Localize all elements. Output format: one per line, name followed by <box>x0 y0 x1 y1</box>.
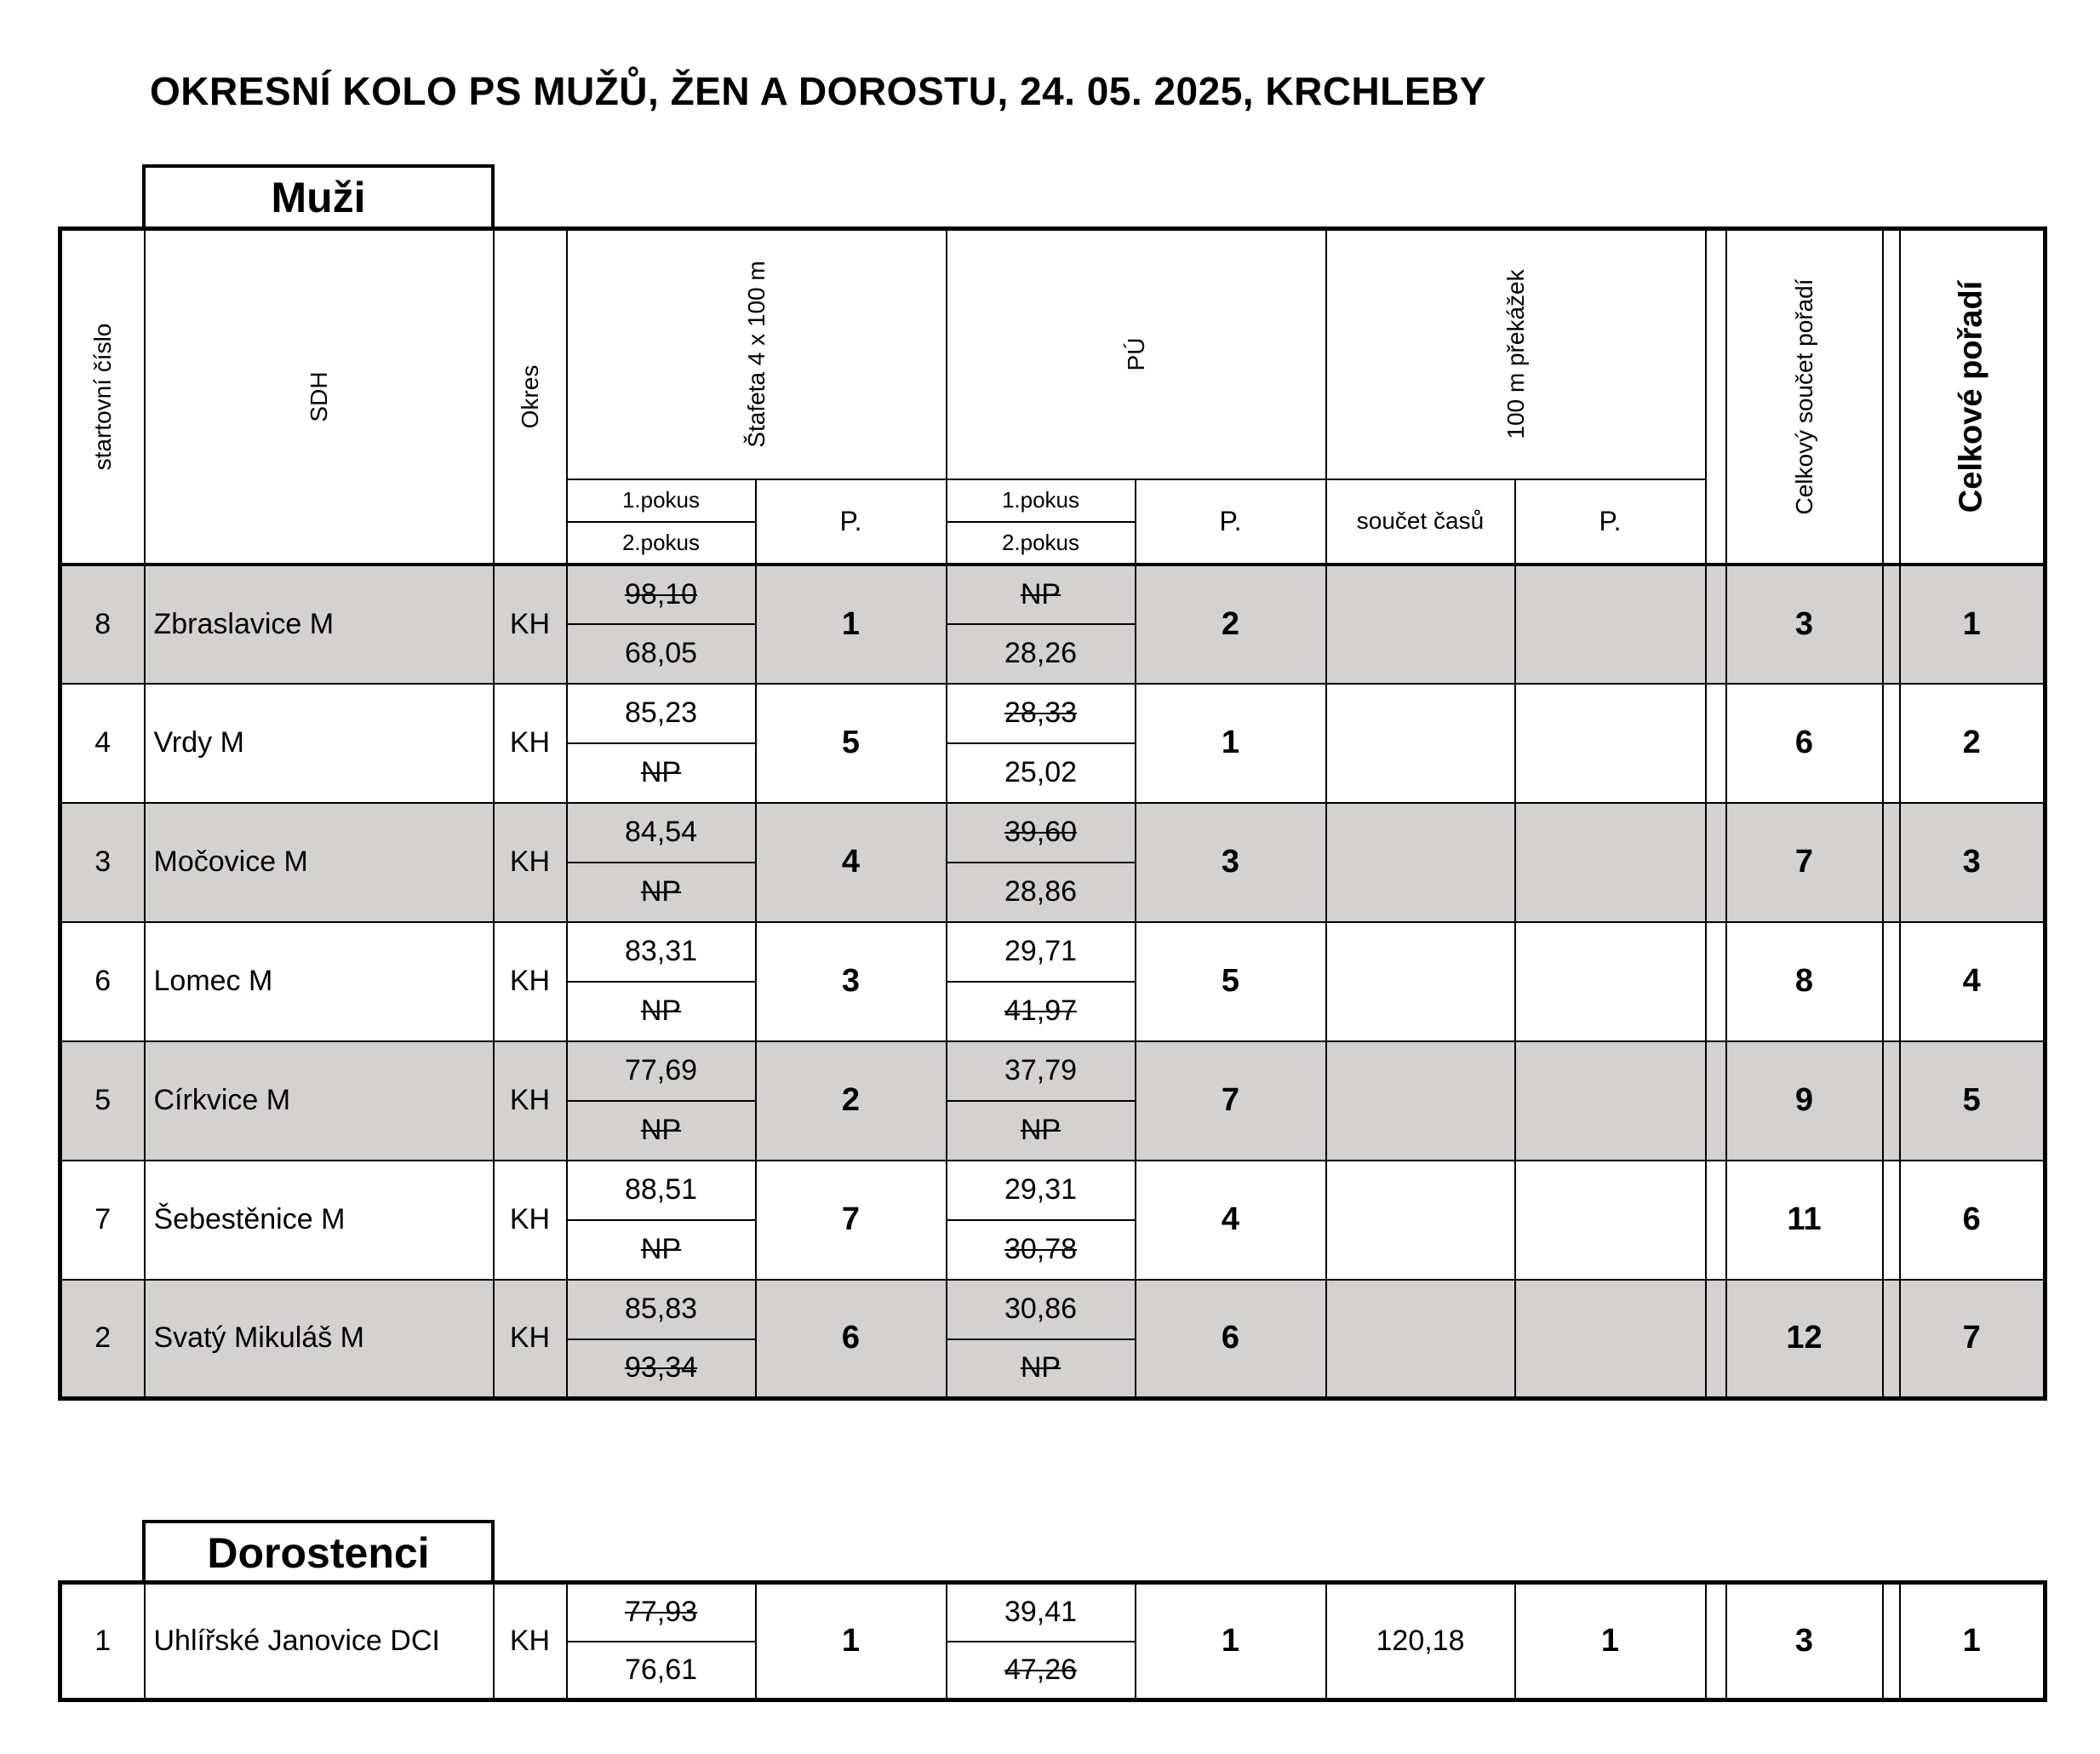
obstacles-place-cell <box>1515 1041 1706 1161</box>
district-cell <box>494 1161 567 1280</box>
district-cell <box>494 565 567 684</box>
relay-attempt2-cell <box>567 1220 756 1280</box>
relay-place-cell <box>756 1041 947 1161</box>
sdh-cell-value: Zbraslavice M <box>153 607 335 640</box>
district-cell <box>494 803 567 922</box>
header-obstacles-place: P. <box>1515 479 1706 565</box>
relay-attempt1-cell-value: 85,83 <box>624 1293 698 1325</box>
pu-attempt2-cell <box>947 743 1136 803</box>
overall-place-cell-value: 5 <box>1962 1082 1981 1118</box>
header-start-number: startovní číslo <box>60 229 145 565</box>
district-cell-value: KH <box>509 726 551 759</box>
relay-attempt2-cell-value: NP <box>640 1233 682 1265</box>
header-pu-place: P. <box>1136 479 1326 565</box>
district-cell-value: KH <box>509 1321 551 1355</box>
results-table-juniors <box>58 1580 2047 1702</box>
separator <box>1706 1583 1726 1700</box>
relay-attempt1-cell <box>567 1161 756 1220</box>
pu-attempt1-cell-value: 29,31 <box>1004 1173 1078 1206</box>
relay-attempt2-cell-value: 76,61 <box>624 1653 698 1686</box>
relay-place-cell-value: 4 <box>841 844 861 880</box>
pu-attempt1-cell <box>947 803 1136 863</box>
pu-attempt1-cell <box>947 1583 1136 1642</box>
pu-place-cell-value: 4 <box>1221 1201 1240 1237</box>
relay-attempt1-cell-value: 77,93 <box>624 1596 698 1629</box>
district-cell <box>494 684 567 803</box>
pu-attempt2-cell <box>947 1642 1136 1700</box>
district-cell <box>494 1041 567 1161</box>
relay-place-cell <box>756 1280 947 1399</box>
table-row <box>60 684 2046 743</box>
pu-place-cell <box>1136 684 1326 803</box>
pu-place-cell-value: 7 <box>1221 1082 1240 1118</box>
relay-place-cell <box>756 684 947 803</box>
total-sum-cell-value: 6 <box>1794 725 1814 760</box>
sdh-cell <box>145 1280 494 1399</box>
district-cell-value: KH <box>509 607 551 640</box>
overall-place-cell-value: 7 <box>1962 1320 1981 1356</box>
district-cell <box>494 922 567 1041</box>
start-number-cell <box>60 1161 145 1280</box>
total-sum-cell-value: 3 <box>1794 605 1814 642</box>
sdh-cell <box>145 1161 494 1280</box>
header-total-sum: Celkový součet pořadí <box>1726 229 1883 565</box>
relay-place-cell-value: 7 <box>841 1201 861 1237</box>
relay-attempt2-cell-value: NP <box>640 756 682 788</box>
district-cell-value: KH <box>509 965 551 997</box>
start-number-cell <box>60 922 145 1041</box>
total-sum-cell <box>1726 803 1883 922</box>
sdh-cell-value: Církvice M <box>153 1084 291 1116</box>
sdh-cell-value: Uhlířské Janovice DCI <box>153 1625 440 1657</box>
relay-place-cell <box>756 803 947 922</box>
start-number-cell-value: 3 <box>94 845 112 878</box>
pu-attempt1-cell <box>947 922 1136 982</box>
pu-attempt2-cell-value: 28,26 <box>1004 637 1078 669</box>
relay-attempt1-cell <box>567 565 756 624</box>
district-cell-value: KH <box>509 1625 551 1657</box>
table-row <box>60 803 2046 863</box>
total-sum-cell-value: 11 <box>1787 1201 1822 1237</box>
start-number-cell-value: 8 <box>94 607 112 640</box>
pu-attempt2-cell <box>947 863 1136 922</box>
pu-place-cell <box>1136 1161 1326 1280</box>
obstacles-time-sum-cell-value: 120,18 <box>1376 1625 1465 1657</box>
pu-place-cell <box>1136 1280 1326 1399</box>
obstacles-time-sum-cell <box>1326 1041 1515 1161</box>
relay-attempt1-cell-value: 88,51 <box>624 1173 698 1206</box>
separator <box>1883 1041 1900 1161</box>
pu-attempt2-cell <box>947 624 1136 684</box>
obstacles-time-sum-cell <box>1326 1161 1515 1280</box>
overall-place-cell <box>1900 1280 2046 1399</box>
pu-place-cell <box>1136 565 1326 684</box>
sdh-cell <box>145 1041 494 1161</box>
header-row <box>60 229 2046 479</box>
sdh-cell <box>145 803 494 922</box>
relay-place-cell-value: 6 <box>841 1320 861 1356</box>
relay-attempt2-cell-value: NP <box>640 995 682 1027</box>
overall-place-cell-value: 1 <box>1962 1623 1981 1659</box>
pu-attempt1-cell-value: 28,33 <box>1004 696 1078 729</box>
pu-attempt2-cell-value: 47,26 <box>1004 1653 1078 1686</box>
pu-place-cell-value: 5 <box>1221 963 1240 999</box>
sdh-cell <box>145 1583 494 1700</box>
header-relay-place: P. <box>756 479 947 565</box>
pu-place-cell <box>1136 1041 1326 1161</box>
separator <box>1883 1161 1900 1280</box>
total-sum-cell <box>1726 922 1883 1041</box>
relay-attempt2-cell <box>567 1339 756 1399</box>
sdh-cell-value: Vrdy M <box>153 726 244 759</box>
category-label-juniors: Dorostenci <box>142 1520 495 1584</box>
start-number-cell-value: 6 <box>94 965 112 997</box>
obstacles-place-cell <box>1515 1161 1706 1280</box>
separator <box>1883 1583 1900 1700</box>
pu-attempt1-cell-value: 29,71 <box>1004 935 1078 967</box>
sdh-cell-value: Šebestěnice M <box>153 1203 346 1235</box>
separator <box>1706 229 1726 565</box>
separator <box>1706 684 1726 803</box>
relay-attempt1-cell <box>567 1280 756 1339</box>
separator <box>1883 922 1900 1041</box>
district-cell-value: KH <box>509 845 551 878</box>
pu-place-cell-value: 2 <box>1221 605 1240 642</box>
overall-place-cell <box>1900 803 2046 922</box>
relay-place-cell <box>756 1583 947 1700</box>
table-row <box>60 1161 2046 1220</box>
start-number-cell <box>60 803 145 922</box>
relay-place-cell-value: 1 <box>841 605 861 642</box>
separator <box>1706 1280 1726 1399</box>
total-sum-cell-value: 8 <box>1794 963 1814 999</box>
header-relay-attempt1: 1.pokus <box>567 479 756 522</box>
start-number-cell-value: 7 <box>94 1203 112 1235</box>
total-sum-cell <box>1726 1583 1883 1700</box>
pu-attempt2-cell-value: 28,86 <box>1004 875 1078 908</box>
separator <box>1706 803 1726 922</box>
table-row <box>60 565 2046 624</box>
obstacles-place-cell <box>1515 684 1706 803</box>
pu-attempt1-cell <box>947 565 1136 624</box>
obstacles-place-cell-value: 1 <box>1600 1623 1620 1659</box>
pu-place-cell <box>1136 803 1326 922</box>
separator <box>1706 1041 1726 1161</box>
start-number-cell-value: 2 <box>94 1321 112 1355</box>
overall-place-cell <box>1900 1161 2046 1280</box>
sdh-cell-value: Svatý Mikuláš M <box>153 1321 364 1355</box>
overall-place-cell <box>1900 922 2046 1041</box>
district-cell <box>494 1280 567 1399</box>
pu-attempt1-cell <box>947 1041 1136 1101</box>
separator <box>1706 1161 1726 1280</box>
relay-attempt1-cell-value: 98,10 <box>624 577 698 610</box>
obstacles-time-sum-cell <box>1326 1583 1515 1700</box>
relay-attempt1-cell-value: 77,69 <box>624 1054 698 1086</box>
sdh-cell-value: Močovice M <box>153 845 308 878</box>
pu-place-cell <box>1136 1583 1326 1700</box>
pu-attempt2-cell <box>947 1220 1136 1280</box>
pu-place-cell-value: 6 <box>1221 1320 1240 1356</box>
relay-attempt1-cell-value: 84,54 <box>624 816 698 848</box>
relay-attempt2-cell <box>567 1101 756 1161</box>
header-time-sum: součet časů <box>1326 479 1515 565</box>
relay-attempt1-cell <box>567 1583 756 1642</box>
obstacles-place-cell <box>1515 1280 1706 1399</box>
separator <box>1883 565 1900 684</box>
total-sum-cell <box>1726 1161 1883 1280</box>
relay-place-cell <box>756 565 947 684</box>
header-relay: Štafeta 4 x 100 m <box>567 229 947 479</box>
pu-attempt2-cell-value: NP <box>1020 1351 1061 1384</box>
header-pu-attempt1: 1.pokus <box>947 479 1136 522</box>
relay-attempt1-cell <box>567 922 756 982</box>
pu-attempt2-cell <box>947 1339 1136 1399</box>
overall-place-cell <box>1900 1041 2046 1161</box>
relay-place-cell-value: 1 <box>841 1623 861 1659</box>
pu-attempt2-cell-value: NP <box>1020 1114 1061 1146</box>
obstacles-time-sum-cell <box>1326 922 1515 1041</box>
pu-place-cell-value: 3 <box>1221 844 1240 880</box>
pu-attempt1-cell <box>947 684 1136 743</box>
pu-attempt2-cell <box>947 982 1136 1041</box>
table-row <box>60 922 2046 982</box>
pu-attempt1-cell-value: 39,60 <box>1004 816 1078 848</box>
district-cell-value: KH <box>509 1203 551 1235</box>
header-pu-attempt2: 2.pokus <box>947 522 1136 565</box>
pu-attempt2-cell-value: 25,02 <box>1004 756 1078 788</box>
header-overall: Celkové pořadí <box>1900 229 2046 565</box>
pu-place-cell-value: 1 <box>1221 1623 1240 1659</box>
relay-place-cell <box>756 922 947 1041</box>
relay-place-cell-value: 5 <box>841 725 861 760</box>
relay-attempt2-cell-value: 93,34 <box>624 1351 698 1384</box>
relay-place-cell-value: 3 <box>841 963 861 999</box>
pu-place-cell-value: 1 <box>1221 725 1240 760</box>
sdh-cell-value: Lomec M <box>153 965 273 997</box>
pu-attempt1-cell-value: 39,41 <box>1004 1596 1078 1629</box>
start-number-cell <box>60 565 145 684</box>
obstacles-time-sum-cell <box>1326 1280 1515 1399</box>
relay-attempt2-cell-value: NP <box>640 875 682 908</box>
relay-attempt2-cell-value: 68,05 <box>624 637 698 669</box>
pu-attempt1-cell <box>947 1280 1136 1339</box>
relay-attempt2-cell <box>567 982 756 1041</box>
header-relay-attempt2: 2.pokus <box>567 522 756 565</box>
document-title: OKRESNÍ KOLO PS MUŽŮ, ŽEN A DOROSTU, 24. 05. 2025, KRCHLEBY <box>150 69 1486 113</box>
district-cell <box>494 1583 567 1700</box>
table-row <box>60 1583 2046 1642</box>
header-pu: PÚ <box>947 229 1326 479</box>
pu-attempt1-cell-value: NP <box>1020 577 1061 610</box>
header-sdh: SDH <box>145 229 494 565</box>
separator <box>1883 803 1900 922</box>
overall-place-cell-value: 2 <box>1962 725 1981 760</box>
total-sum-cell-value: 12 <box>1786 1320 1822 1356</box>
category-label-men: Muži <box>142 164 495 228</box>
total-sum-cell <box>1726 1280 1883 1399</box>
header-obstacles: 100 m překážek <box>1326 229 1706 479</box>
start-number-cell <box>60 1280 145 1399</box>
sdh-cell <box>145 565 494 684</box>
pu-attempt2-cell <box>947 1101 1136 1161</box>
overall-place-cell-value: 1 <box>1962 605 1981 642</box>
relay-attempt2-cell <box>567 624 756 684</box>
header-district: Okres <box>494 229 567 565</box>
relay-place-cell <box>756 1161 947 1280</box>
separator <box>1883 229 1900 565</box>
obstacles-place-cell <box>1515 565 1706 684</box>
obstacles-place-cell <box>1515 922 1706 1041</box>
separator <box>1706 565 1726 684</box>
start-number-cell <box>60 1583 145 1700</box>
overall-place-cell-value: 3 <box>1962 844 1981 880</box>
relay-attempt1-cell-value: 85,23 <box>624 696 698 729</box>
district-cell-value: KH <box>509 1084 551 1116</box>
separator <box>1706 922 1726 1041</box>
overall-place-cell-value: 4 <box>1962 963 1981 999</box>
relay-attempt2-cell <box>567 743 756 803</box>
relay-attempt2-cell-value: NP <box>640 1114 682 1146</box>
sdh-cell <box>145 684 494 803</box>
pu-attempt1-cell <box>947 1161 1136 1220</box>
obstacles-time-sum-cell <box>1326 565 1515 684</box>
relay-attempt1-cell-value: 83,31 <box>624 935 698 967</box>
total-sum-cell <box>1726 684 1883 803</box>
overall-place-cell <box>1900 684 2046 803</box>
start-number-cell <box>60 1041 145 1161</box>
separator <box>1883 684 1900 803</box>
relay-attempt2-cell <box>567 863 756 922</box>
overall-place-cell-value: 6 <box>1962 1201 1981 1237</box>
relay-attempt2-cell <box>567 1642 756 1700</box>
obstacles-place-cell <box>1515 803 1706 922</box>
relay-place-cell-value: 2 <box>841 1082 861 1118</box>
relay-attempt1-cell <box>567 684 756 743</box>
pu-attempt1-cell-value: 37,79 <box>1004 1054 1078 1086</box>
table-row <box>60 1280 2046 1339</box>
separator <box>1883 1280 1900 1399</box>
start-number-cell-value: 4 <box>94 726 112 759</box>
start-number-cell-value: 5 <box>94 1084 112 1116</box>
start-number-cell <box>60 684 145 803</box>
obstacles-place-cell <box>1515 1583 1706 1700</box>
total-sum-cell-value: 3 <box>1794 1623 1814 1659</box>
obstacles-time-sum-cell <box>1326 684 1515 803</box>
relay-attempt1-cell <box>567 803 756 863</box>
pu-attempt2-cell-value: 41,97 <box>1004 995 1078 1027</box>
pu-attempt2-cell-value: 30,78 <box>1004 1233 1078 1265</box>
start-number-cell-value: 1 <box>94 1625 112 1657</box>
total-sum-cell-value: 7 <box>1794 844 1814 880</box>
total-sum-cell <box>1726 565 1883 684</box>
total-sum-cell-value: 9 <box>1794 1082 1814 1118</box>
pu-attempt1-cell-value: 30,86 <box>1004 1293 1078 1325</box>
pu-place-cell <box>1136 922 1326 1041</box>
results-table-men <box>58 226 2047 1401</box>
sdh-cell <box>145 922 494 1041</box>
overall-place-cell <box>1900 565 2046 684</box>
obstacles-time-sum-cell <box>1326 803 1515 922</box>
overall-place-cell <box>1900 1583 2046 1700</box>
total-sum-cell <box>1726 1041 1883 1161</box>
table-row <box>60 1041 2046 1101</box>
relay-attempt1-cell <box>567 1041 756 1101</box>
